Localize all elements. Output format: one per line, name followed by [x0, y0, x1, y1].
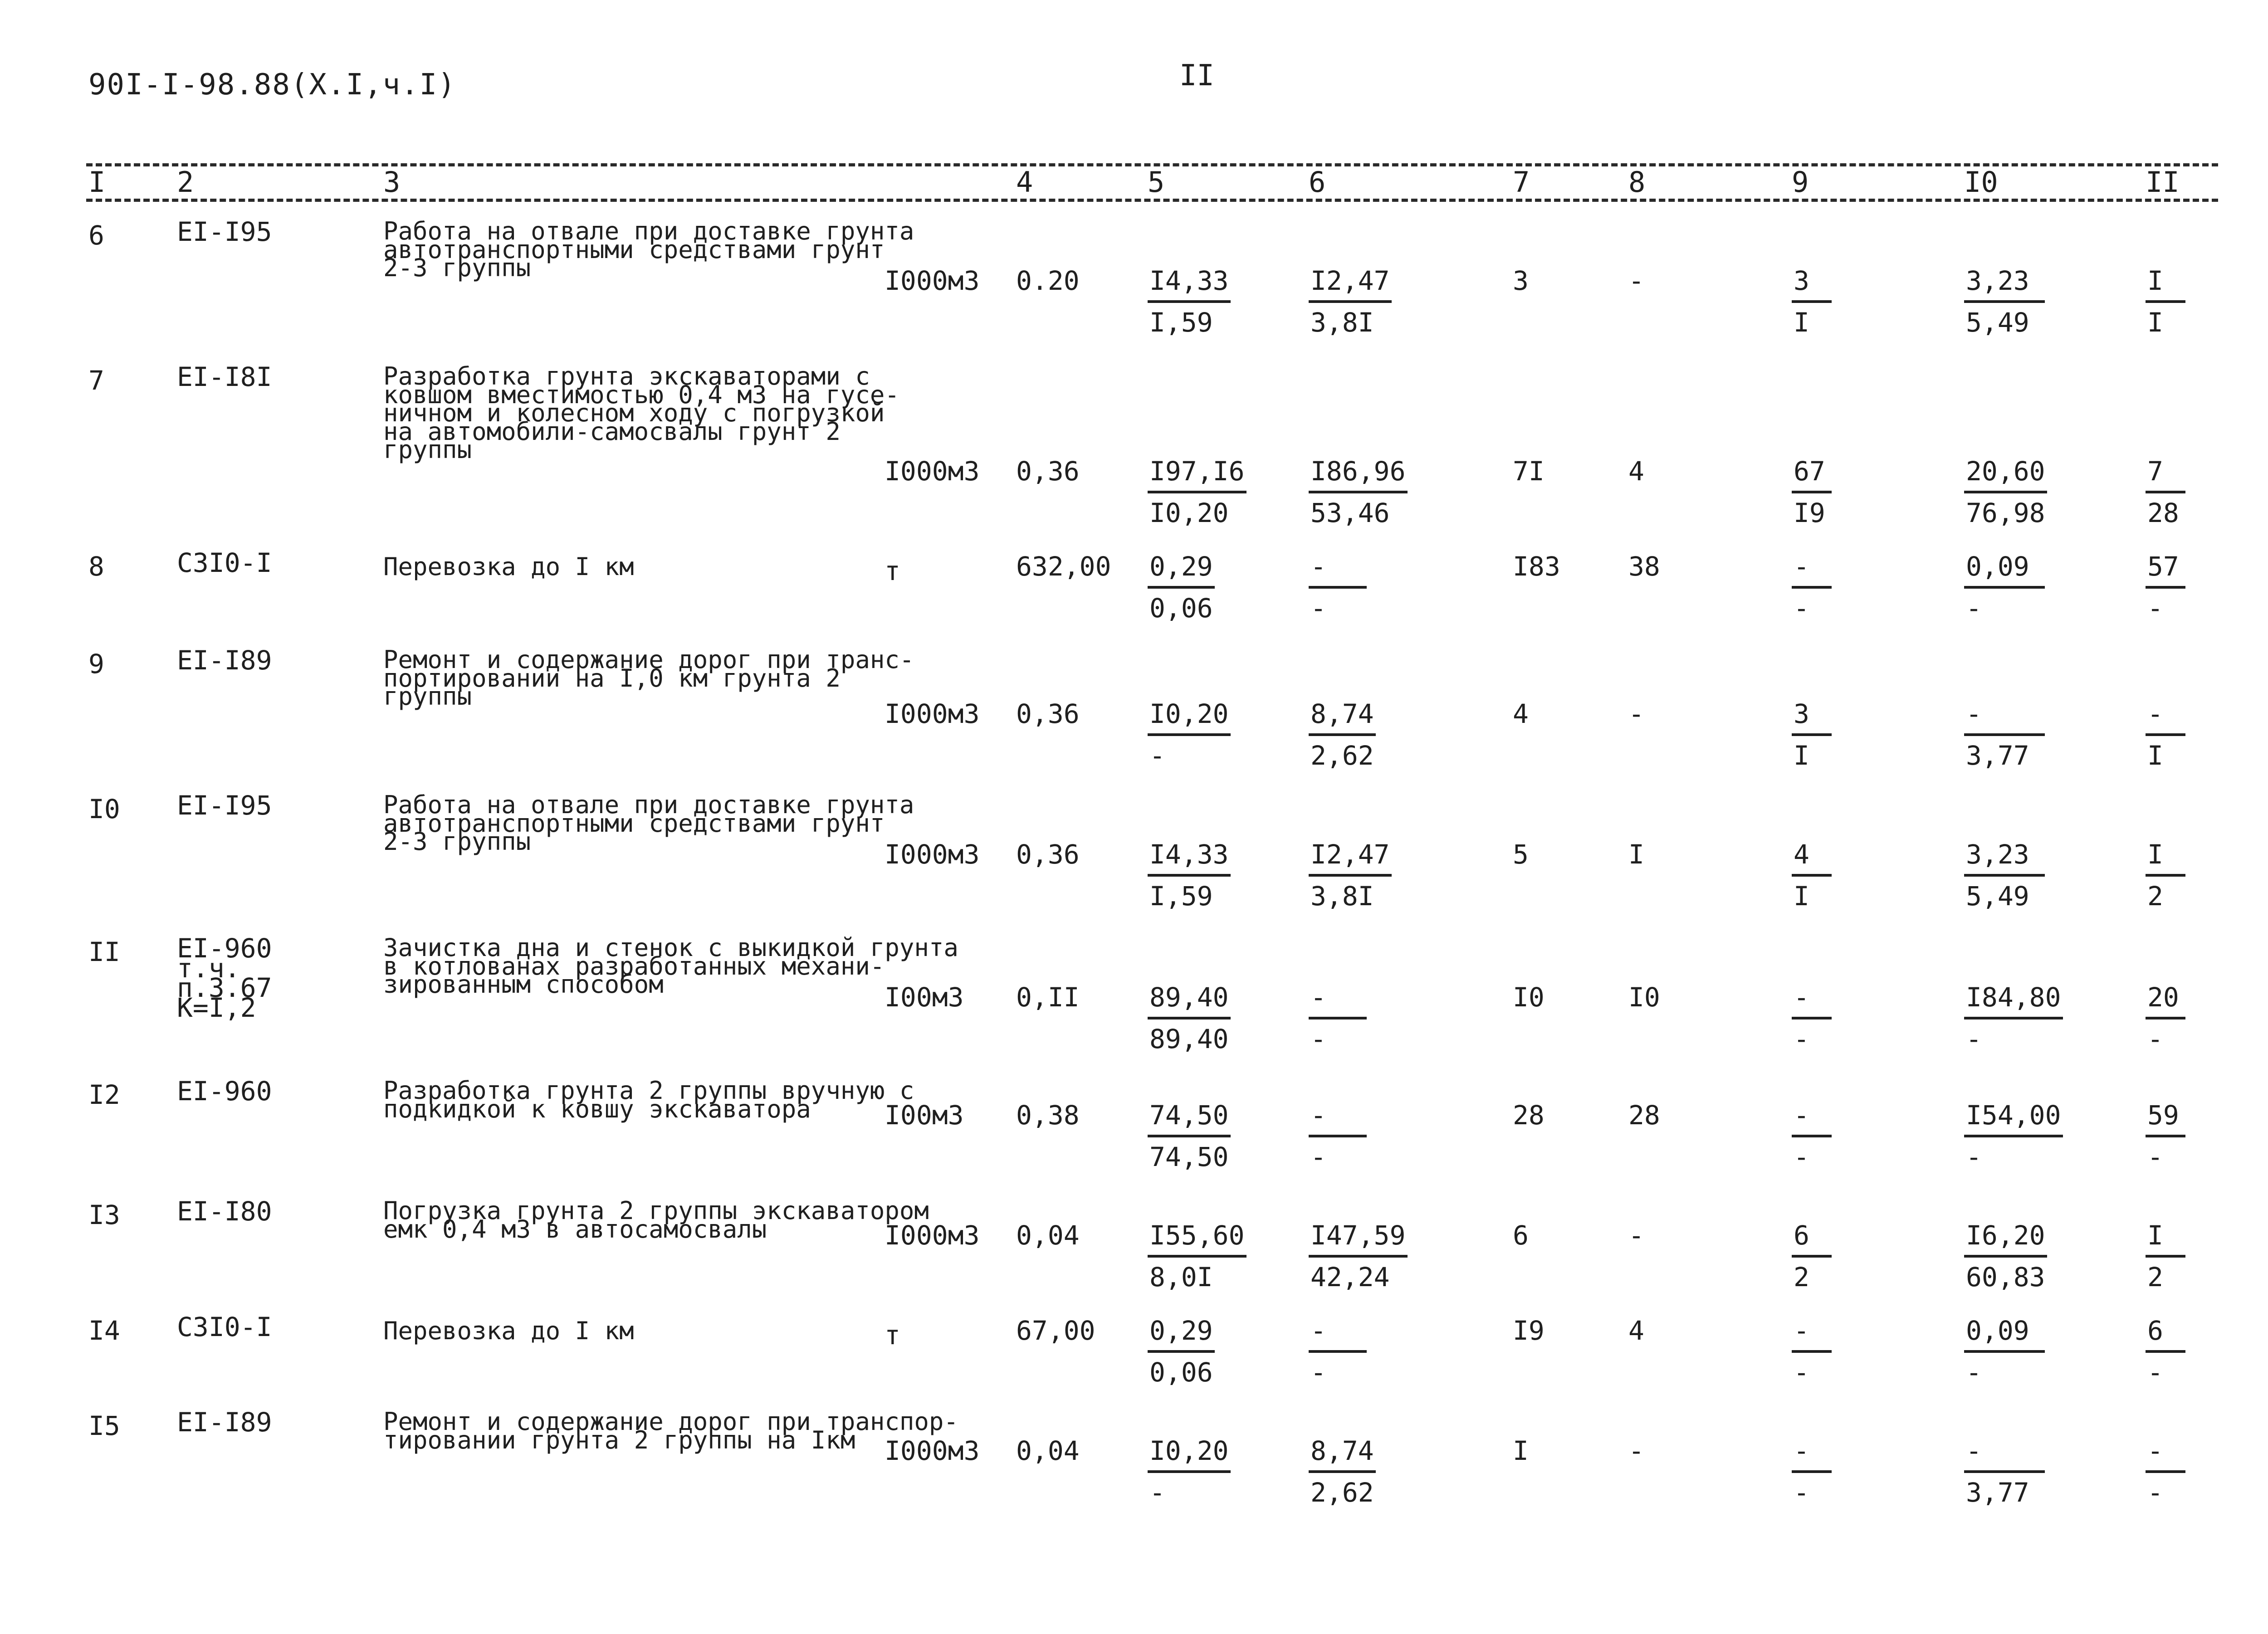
value-col10: $\frac{3,23}{5,49}$	[1964, 268, 2045, 336]
row-number: I0	[88, 794, 120, 824]
quantity: 0,04	[1016, 1220, 1080, 1251]
unit: I000м3	[885, 839, 980, 870]
value-col11: 20 -	[2146, 984, 2185, 1052]
column-header-7: 7	[1513, 166, 1530, 199]
value-col6: - -	[1309, 553, 1367, 621]
value-col7: 28	[1513, 1100, 1545, 1131]
table-row	[0, 216, 2268, 338]
value-col8: -	[1628, 1220, 1644, 1251]
value-col5: $\frac{I4,33}{I,59}$	[1148, 268, 1231, 336]
value-col10: I54,00 -	[1964, 1102, 2063, 1170]
table-row	[0, 1312, 2268, 1388]
column-header-3: 3	[383, 166, 401, 199]
norm-code: EI-I95	[177, 790, 272, 821]
value-col7: I0	[1513, 982, 1545, 1013]
value-col5: $\frac{89,40}{89,40}$	[1148, 984, 1231, 1052]
norm-code: EI-I89	[177, 1407, 272, 1438]
column-header-4: 4	[1016, 166, 1033, 199]
norm-code: EI-I8I	[177, 361, 272, 392]
value-col9: $\frac{3}{I}$	[1792, 701, 1832, 769]
norm-code: EI-I95	[177, 216, 272, 247]
column-header-11: II	[2146, 166, 2180, 199]
value-col7: I9	[1513, 1315, 1545, 1346]
quantity: 0,36	[1016, 456, 1080, 487]
value-col9: - -	[1792, 1438, 1832, 1506]
value-col5: $\frac{I4,33}{I,59}$	[1148, 841, 1231, 909]
value-col8: 4	[1628, 1315, 1644, 1346]
column-header-2: 2	[177, 166, 194, 199]
table-row	[0, 1196, 2268, 1293]
value-col6: $\frac{I2,47}{3,8I}$	[1309, 268, 1392, 336]
norm-code: EI-960 т.ч. п.3.67 К=I,2	[177, 933, 272, 1023]
value-col11: - I	[2146, 701, 2185, 769]
unit: I000м3	[885, 1220, 980, 1251]
value-col11: 57 -	[2146, 553, 2185, 621]
value-col6: $\frac{8,74}{2,62}$	[1309, 1438, 1376, 1506]
value-col5: I0,20 -	[1148, 701, 1231, 769]
value-col7: I	[1513, 1435, 1529, 1466]
work-description: Зачистка дна и стенок с выкидкой грунта в котлованах разработанных механи- зированным способом	[383, 933, 958, 999]
value-col8: I0	[1628, 982, 1660, 1013]
column-header-10: I0	[1964, 166, 1998, 199]
row-number: 8	[88, 551, 104, 582]
row-number: 9	[88, 649, 104, 679]
value-col8: 28	[1628, 1100, 1660, 1131]
value-col8: I	[1628, 839, 1644, 870]
quantity: 0,36	[1016, 698, 1080, 729]
value-col11: - -	[2146, 1438, 2185, 1506]
quantity: 632,00	[1016, 551, 1111, 582]
column-header-8: 8	[1628, 166, 1646, 199]
quantity: 0.20	[1016, 265, 1080, 296]
unit: I00м3	[885, 982, 964, 1013]
work-description: Ремонт и содержание дорог при транспор- тировании грунта 2 группы на Iкм	[383, 1407, 958, 1454]
column-header-6: 6	[1309, 166, 1326, 199]
norm-code: С3I0-I	[177, 1312, 272, 1342]
value-col5: I0,20 -	[1148, 1438, 1231, 1506]
table-row	[0, 933, 2268, 1054]
value-col9: $\frac{3}{I}$	[1792, 268, 1832, 336]
value-col5: $\frac{0,29}{0,06}$	[1148, 1317, 1215, 1385]
value-col7: 4	[1513, 698, 1529, 729]
quantity: 67,00	[1016, 1315, 1095, 1346]
row-number: 7	[88, 365, 104, 396]
value-col10: - 3,77	[1964, 701, 2045, 769]
norm-code: С3I0-I	[177, 547, 272, 578]
value-col9: - -	[1792, 1102, 1832, 1170]
value-col6: $\frac{I47,59}{42,24}$	[1309, 1222, 1408, 1290]
table-row	[0, 547, 2268, 624]
value-col6: $\frac{I2,47}{3,8I}$	[1309, 841, 1392, 909]
work-description: Перевозка до I км	[383, 552, 634, 581]
value-col11: $\frac{I}{2}$	[2146, 841, 2185, 909]
value-col5: $\frac{I97,I6}{I0,20}$	[1148, 458, 1246, 526]
value-col11: $\frac{7}{28}$	[2146, 458, 2185, 526]
unit: I00м3	[885, 1100, 964, 1131]
row-number: II	[88, 937, 120, 967]
value-col11: 6 -	[2146, 1317, 2185, 1385]
value-col7: 7I	[1513, 456, 1545, 487]
table-row	[0, 1076, 2268, 1172]
row-number: I2	[88, 1079, 120, 1110]
quantity: 0,38	[1016, 1100, 1080, 1131]
value-col6: $\frac{8,74}{2,62}$	[1309, 701, 1376, 769]
value-col6: - -	[1309, 984, 1367, 1052]
table-row	[0, 790, 2268, 912]
column-header-9: 9	[1792, 166, 1809, 199]
value-col5: $\frac{0,29}{0,06}$	[1148, 553, 1215, 621]
value-col8: -	[1628, 698, 1644, 729]
value-col7: I83	[1513, 551, 1560, 582]
value-col10: $\frac{3,23}{5,49}$	[1964, 841, 2045, 909]
document-code: 90I-I-98.88(X.I,ч.I)	[88, 68, 456, 102]
unit: I000м3	[885, 1435, 980, 1466]
row-number: I4	[88, 1315, 120, 1346]
value-col11: $\frac{I}{I}$	[2146, 268, 2185, 336]
table-row	[0, 645, 2268, 771]
norm-code: EI-960	[177, 1076, 272, 1107]
value-col8: -	[1628, 1435, 1644, 1466]
quantity: 0,04	[1016, 1435, 1080, 1466]
value-col7: 5	[1513, 839, 1529, 870]
unit: I000м3	[885, 698, 980, 729]
value-col9: $\frac{67}{I9}$	[1792, 458, 1832, 526]
value-col8: 38	[1628, 551, 1660, 582]
value-col10: 0,09 -	[1964, 1317, 2045, 1385]
value-col6: $\frac{I86,96}{53,46}$	[1309, 458, 1408, 526]
quantity: 0,II	[1016, 982, 1080, 1013]
value-col10: $\frac{I6,20}{60,83}$	[1964, 1222, 2047, 1290]
norm-code: EI-I89	[177, 645, 272, 676]
row-number: 6	[88, 220, 104, 251]
value-col6: - -	[1309, 1102, 1367, 1170]
value-col10: I84,80 -	[1964, 984, 2063, 1052]
column-header-5: 5	[1148, 166, 1165, 199]
row-number: I5	[88, 1410, 120, 1441]
value-col9: - -	[1792, 1317, 1832, 1385]
quantity: 0,36	[1016, 839, 1080, 870]
header-bottom-rule	[86, 199, 2218, 202]
value-col5: $\frac{74,50}{74,50}$	[1148, 1102, 1231, 1170]
value-col9: $\frac{4}{I}$	[1792, 841, 1832, 909]
value-col8: 4	[1628, 456, 1644, 487]
value-col10: 0,09 -	[1964, 553, 2045, 621]
value-col9: - -	[1792, 553, 1832, 621]
work-description: Работа на отвале при доставке грунта автотранспортными средствами грунт 2-3 группы	[383, 217, 914, 282]
work-description: Перевозка до I км	[383, 1317, 634, 1345]
value-col6: - -	[1309, 1317, 1367, 1385]
work-description: Погрузка грунта 2 группы экскаватором емк 0,4 м3 в автосамосвалы	[383, 1196, 929, 1244]
norm-code: EI-I80	[177, 1196, 272, 1227]
unit: I000м3	[885, 456, 980, 487]
value-col9: - -	[1792, 984, 1832, 1052]
unit: т	[885, 1320, 900, 1351]
value-col10: $\frac{20,60}{76,98}$	[1964, 458, 2047, 526]
value-col9: $\frac{6}{2}$	[1792, 1222, 1832, 1290]
unit: I000м3	[885, 265, 980, 296]
work-description: Разработка грунта экскаваторами с ковшом вместимостью 0,4 м3 на гусе- ничном и колесном ходу с погрузкой на автомобили-самосвалы грунт 2 группы	[383, 362, 899, 464]
table-row	[0, 361, 2268, 528]
work-description: Разработка грунта 2 группы вручную с подкидкой к ковшу экскаватора	[383, 1076, 914, 1123]
value-col10: - 3,77	[1964, 1438, 2045, 1506]
unit: т	[885, 556, 900, 586]
value-col7: 6	[1513, 1220, 1529, 1251]
value-col11: 59 -	[2146, 1102, 2185, 1170]
table-row	[0, 1407, 2268, 1508]
work-description: Работа на отвале при доставке грунта автотранспортными средствами грунт 2-3 группы	[383, 790, 914, 856]
row-number: I3	[88, 1200, 120, 1230]
work-description: Ремонт и содержание дорог при транс- портировании на I,0 км грунта 2 группы	[383, 645, 914, 711]
value-col11: $\frac{I}{2}$	[2146, 1222, 2185, 1290]
value-col8: -	[1628, 265, 1644, 296]
column-header-1: I	[88, 166, 106, 199]
value-col5: $\frac{I55,60}{8,0I}$	[1148, 1222, 1246, 1290]
value-col7: 3	[1513, 265, 1529, 296]
page-number: II	[1179, 59, 1215, 93]
